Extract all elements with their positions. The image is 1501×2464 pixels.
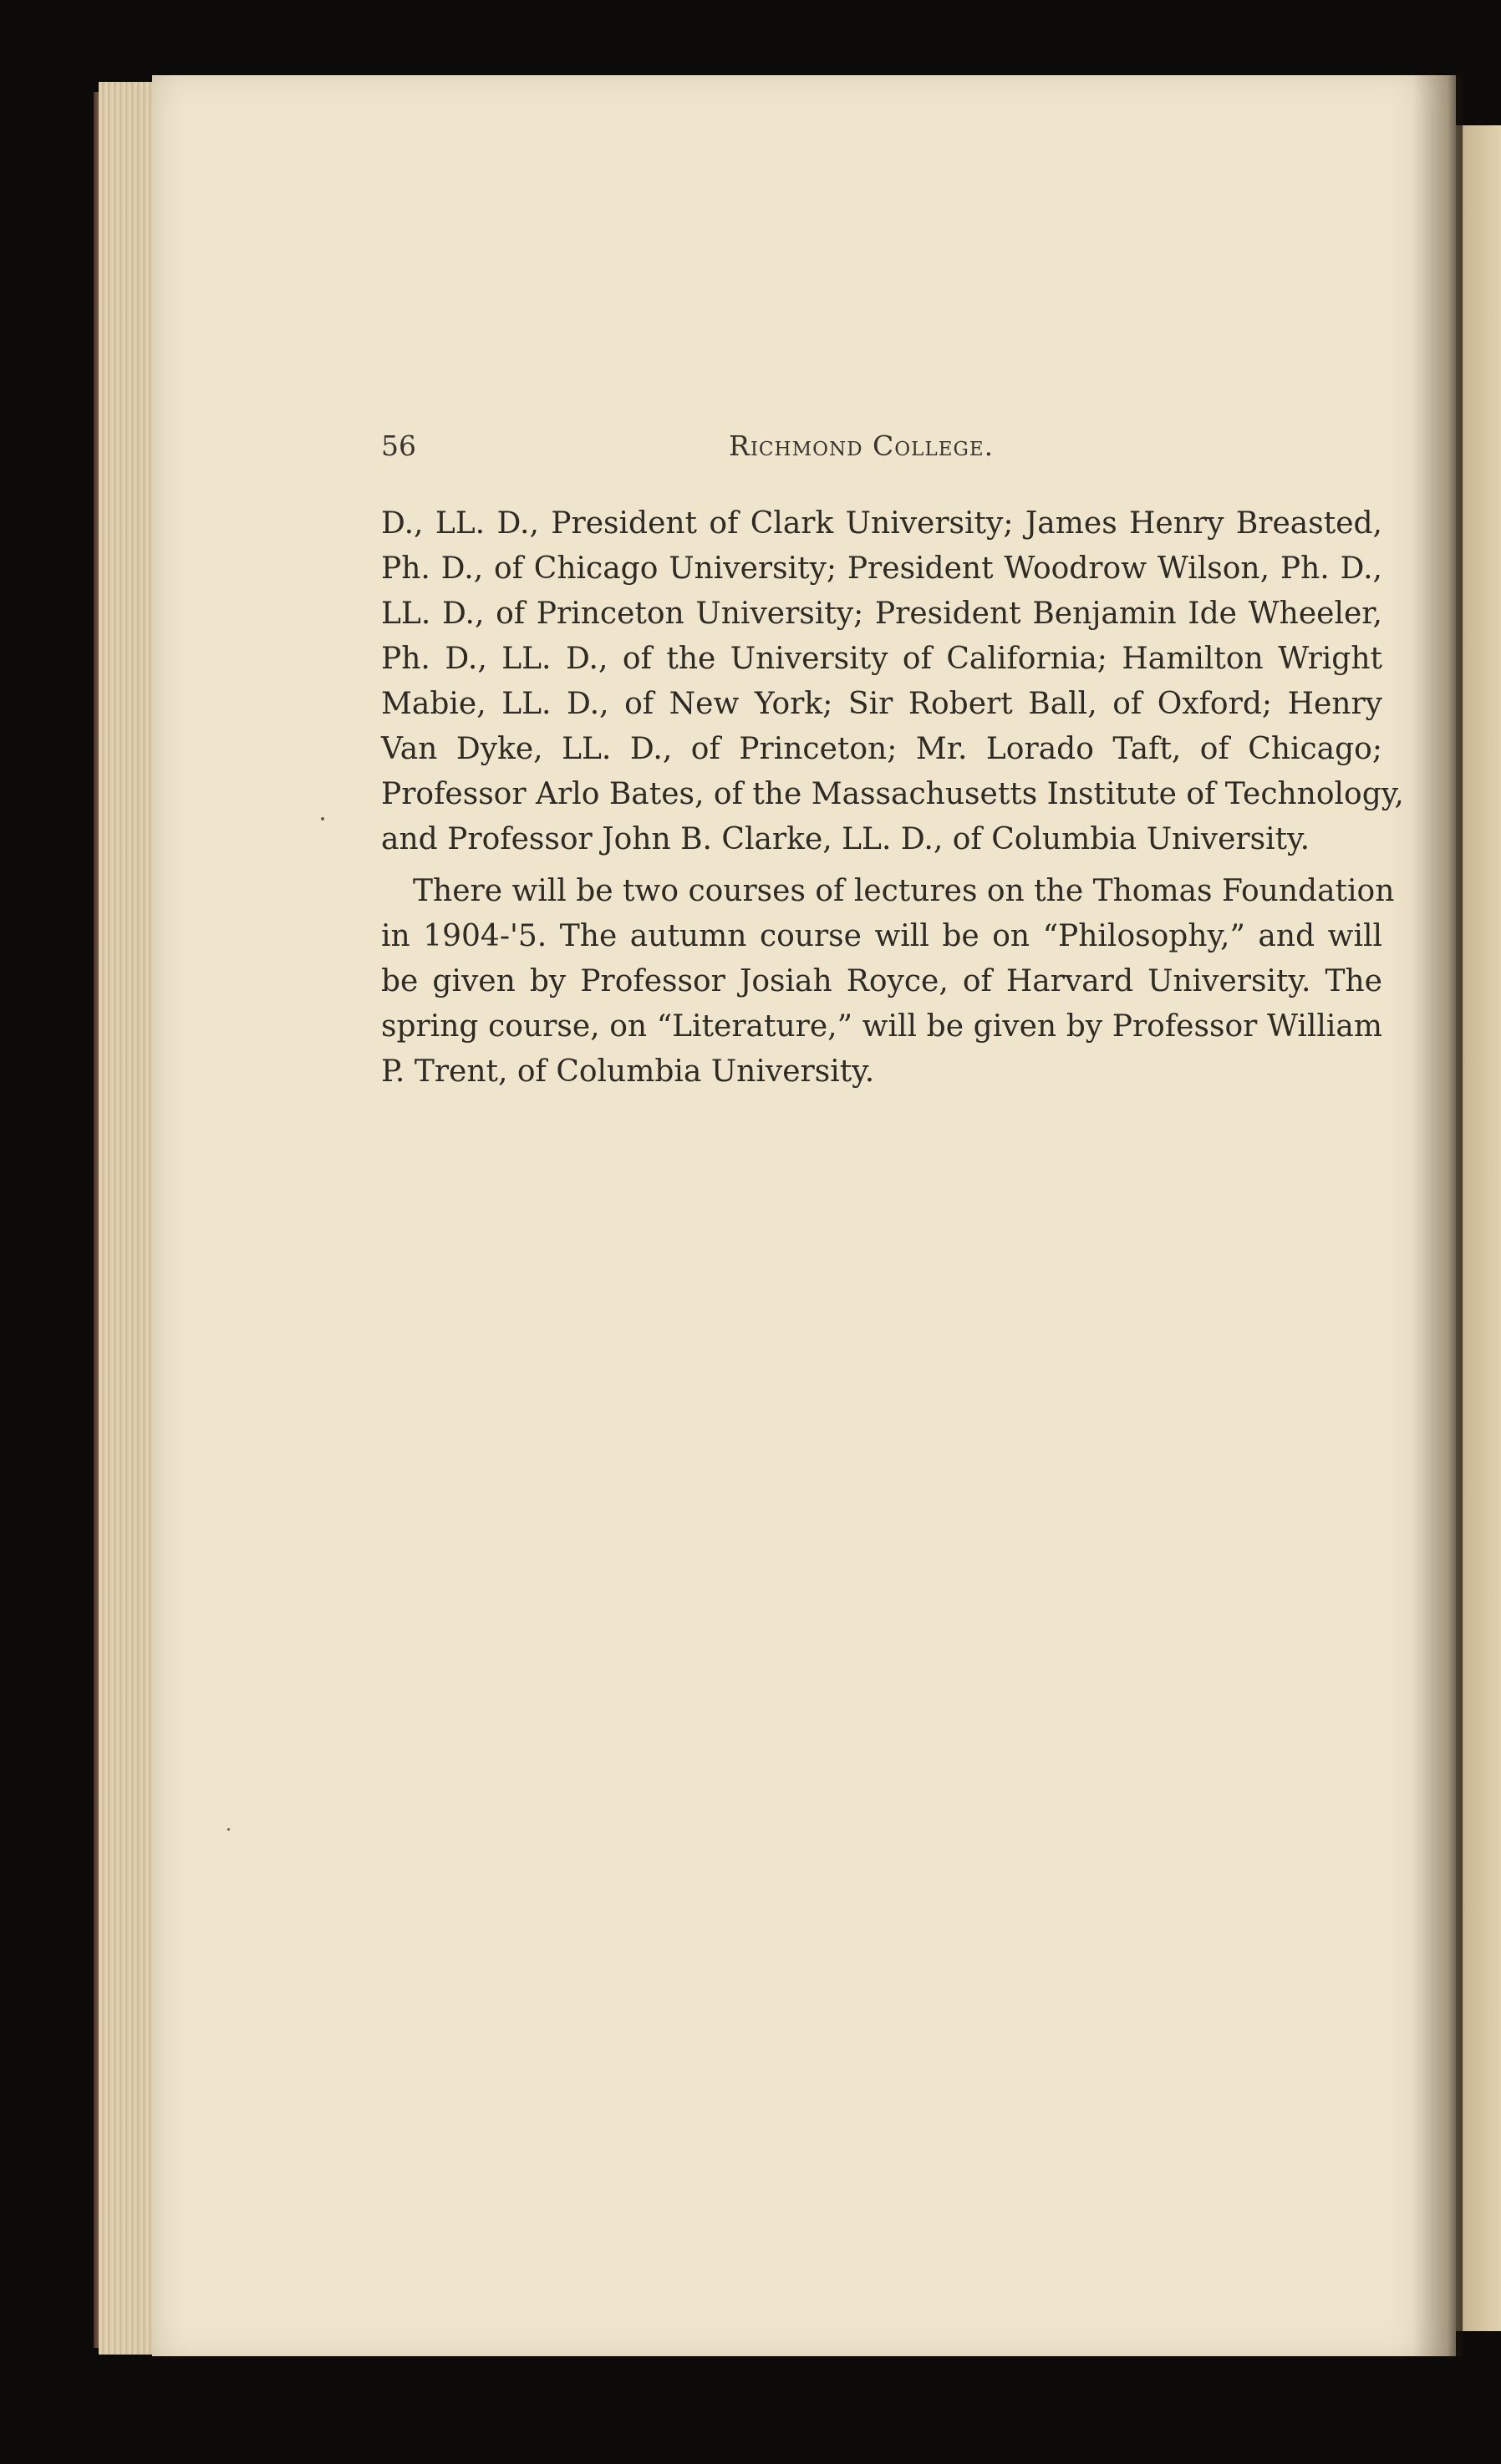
text-line: D., LL. D., President of Clark University; James Henry Breasted, — [381, 506, 1382, 541]
text-line: Van Dyke, LL. D., of Princeton; Mr. Lorado Taft, of Chicago; — [381, 732, 1382, 766]
text-line: P. Trent, of Columbia University. — [381, 1054, 875, 1089]
text-line: LL. D., of Princeton University; President Benjamin Ide Wheeler, — [381, 597, 1382, 631]
running-title: Richmond College. — [729, 429, 995, 462]
paragraph — [381, 501, 1404, 862]
paragraph — [381, 869, 1395, 1095]
text-line: spring course, on “Literature,” will be given by Professor William — [381, 1009, 1382, 1044]
text-line: Mabie, LL. D., of New York; Sir Robert Ball, of Oxford; Henry — [381, 687, 1382, 721]
text-line: Ph. D., LL. D., of the University of California; Hamilton Wright — [381, 642, 1382, 676]
text-line: in 1904-'5. The autumn course will be on “Philosophy,” and will — [381, 919, 1382, 953]
page-number: 56 — [381, 429, 416, 462]
text-line: There will be two courses of lectures on the Thomas Foundation — [413, 874, 1395, 908]
paper-speck — [321, 817, 324, 820]
book-page — [152, 75, 1456, 2356]
running-head — [0, 429, 1501, 471]
paper-speck — [227, 1828, 230, 1831]
text-line: be given by Professor Josiah Royce, of Harvard University. The — [381, 964, 1382, 998]
text-line: Professor Arlo Bates, of the Massachusetts Institute of Technology, — [381, 777, 1404, 811]
text-line: Ph. D., of Chicago University; President Woodrow Wilson, Ph. D., — [381, 551, 1382, 586]
page-stack-edge — [99, 82, 159, 2355]
gutter-shadow — [1412, 75, 1463, 2356]
body-text — [381, 501, 1404, 1095]
text-line: and Professor John B. Clarke, LL. D., of Columbia University. — [381, 822, 1310, 856]
